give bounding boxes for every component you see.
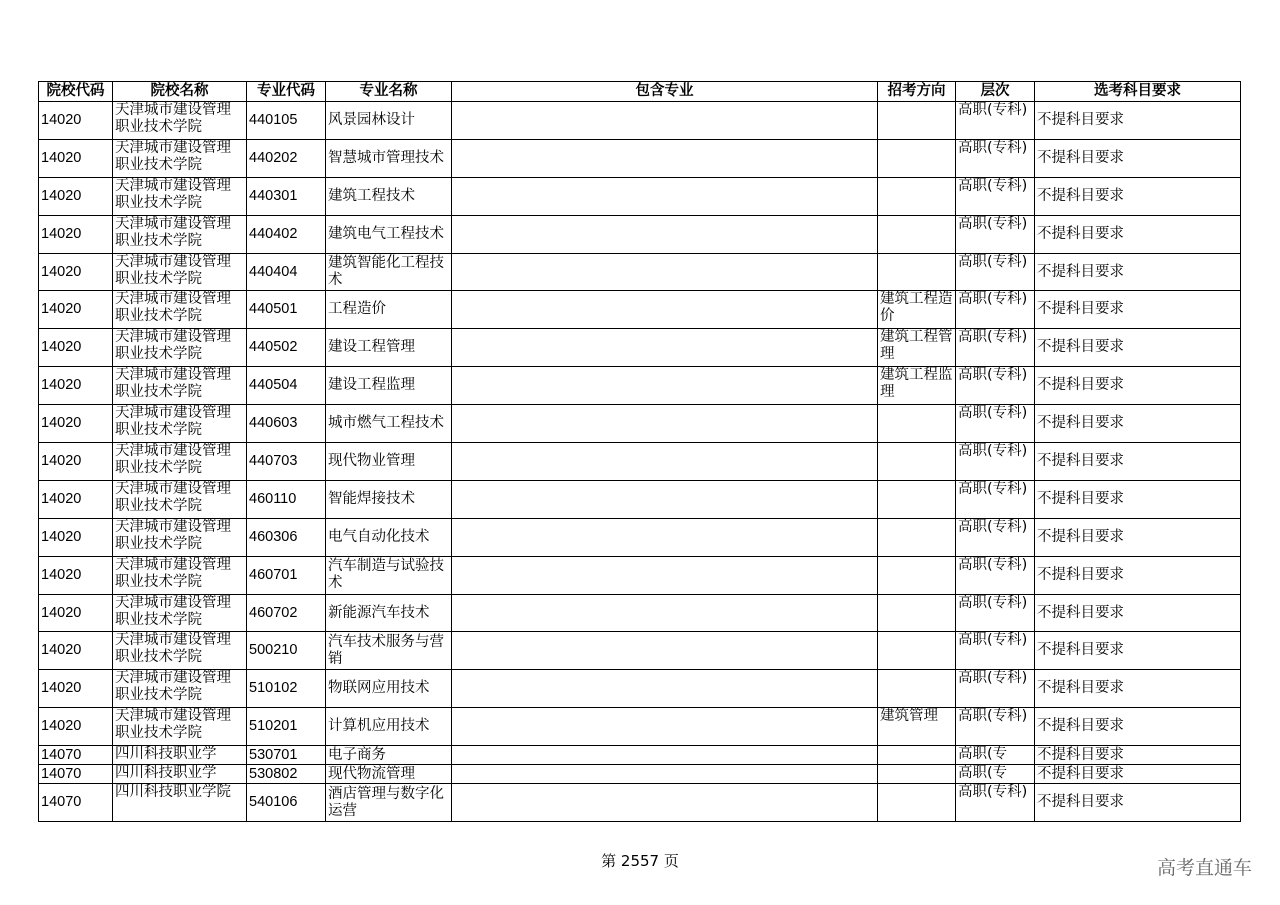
subject-requirement-cell: 不提科目要求 (1035, 480, 1241, 518)
school-name-cell: 天津城市建设管理职业技术学院 (113, 708, 247, 746)
table-row (39, 139, 1241, 177)
level-cell: 高职(专科) (956, 594, 1035, 632)
table-row (39, 291, 1241, 329)
school-code-cell: 14070 (39, 765, 113, 784)
direction-cell: 建筑工程造价 (878, 291, 956, 329)
included-majors-cell (452, 670, 878, 708)
school-code-cell: 14020 (39, 518, 113, 556)
level-cell: 高职(专科) (956, 177, 1035, 215)
major-code-cell: 510102 (247, 670, 326, 708)
table-row (39, 253, 1241, 291)
school-name-cell: 天津城市建设管理职业技术学院 (113, 518, 247, 556)
school-code-cell: 14020 (39, 405, 113, 443)
school-name-cell: 天津城市建设管理职业技术学院 (113, 556, 247, 594)
school-name-cell: 天津城市建设管理职业技术学院 (113, 480, 247, 518)
major-name-cell: 智慧城市管理技术 (326, 139, 452, 177)
school-code-cell: 14020 (39, 253, 113, 291)
school-code-cell: 14020 (39, 594, 113, 632)
major-name-cell: 智能焊接技术 (326, 480, 452, 518)
direction-cell (878, 480, 956, 518)
school-name-cell: 天津城市建设管理职业技术学院 (113, 102, 247, 140)
school-code-cell: 14020 (39, 632, 113, 670)
level-cell: 高职(专科) (956, 556, 1035, 594)
school-code-cell: 14070 (39, 746, 113, 765)
school-name-cell: 天津城市建设管理职业技术学院 (113, 291, 247, 329)
major-name-cell: 建筑电气工程技术 (326, 215, 452, 253)
direction-cell: 建筑工程管理 (878, 329, 956, 367)
level-cell: 高职(专科) (956, 708, 1035, 746)
major-name-cell: 电气自动化技术 (326, 518, 452, 556)
included-majors-cell (452, 443, 878, 481)
direction-cell (878, 784, 956, 822)
direction-cell (878, 632, 956, 670)
page-number: 第 2557 页 (601, 852, 679, 870)
table-row (39, 556, 1241, 594)
major-name-cell: 酒店管理与数字化运营 (326, 784, 452, 822)
header-direction: 招考方向 (878, 82, 956, 102)
included-majors-cell (452, 765, 878, 784)
direction-cell (878, 765, 956, 784)
major-code-cell: 460701 (247, 556, 326, 594)
subject-requirement-cell: 不提科目要求 (1035, 329, 1241, 367)
major-code-cell: 530802 (247, 765, 326, 784)
subject-requirement-cell: 不提科目要求 (1035, 746, 1241, 765)
school-name-cell: 天津城市建设管理职业技术学院 (113, 367, 247, 405)
direction-cell (878, 443, 956, 481)
school-name-cell: 天津城市建设管理职业技术学院 (113, 632, 247, 670)
major-code-cell: 440402 (247, 215, 326, 253)
school-code-cell: 14020 (39, 443, 113, 481)
level-cell: 高职(专科) (956, 253, 1035, 291)
major-code-cell: 440603 (247, 405, 326, 443)
subject-requirement-cell: 不提科目要求 (1035, 102, 1241, 140)
major-name-cell: 新能源汽车技术 (326, 594, 452, 632)
school-name-cell: 四川科技职业学 (113, 746, 247, 765)
included-majors-cell (452, 177, 878, 215)
direction-cell: 建筑工程监理 (878, 367, 956, 405)
direction-cell (878, 405, 956, 443)
level-cell: 高职(专科) (956, 443, 1035, 481)
direction-cell (878, 102, 956, 140)
header-level: 层次 (956, 82, 1035, 102)
level-cell: 高职(专科) (956, 480, 1035, 518)
major-code-cell: 440404 (247, 253, 326, 291)
watermark: 高考直通车 (1156, 857, 1252, 879)
subject-requirement-cell: 不提科目要求 (1035, 708, 1241, 746)
table-row (39, 746, 1241, 765)
school-code-cell: 14020 (39, 102, 113, 140)
major-name-cell: 风景园林设计 (326, 102, 452, 140)
school-code-cell: 14070 (39, 784, 113, 822)
level-cell: 高职(专科) (956, 329, 1035, 367)
table-row (39, 329, 1241, 367)
school-code-cell: 14020 (39, 139, 113, 177)
level-cell: 高职(专科) (956, 632, 1035, 670)
direction-cell (878, 253, 956, 291)
header-included-majors: 包含专业 (452, 82, 878, 102)
level-cell: 高职(专科) (956, 405, 1035, 443)
school-code-cell: 14020 (39, 177, 113, 215)
header-subject-requirement: 选考科目要求 (1035, 82, 1241, 102)
major-name-cell: 建设工程管理 (326, 329, 452, 367)
table-header-row (39, 82, 1241, 102)
direction-cell (878, 670, 956, 708)
school-name-cell: 天津城市建设管理职业技术学院 (113, 177, 247, 215)
school-name-cell: 天津城市建设管理职业技术学院 (113, 329, 247, 367)
included-majors-cell (452, 139, 878, 177)
school-name-cell: 天津城市建设管理职业技术学院 (113, 215, 247, 253)
subject-requirement-cell: 不提科目要求 (1035, 765, 1241, 784)
major-name-cell: 城市燃气工程技术 (326, 405, 452, 443)
level-cell: 高职(专科) (956, 215, 1035, 253)
major-code-cell: 460110 (247, 480, 326, 518)
major-name-cell: 计算机应用技术 (326, 708, 452, 746)
included-majors-cell (452, 480, 878, 518)
major-code-cell: 530701 (247, 746, 326, 765)
direction-cell: 建筑管理 (878, 708, 956, 746)
major-name-cell: 汽车技术服务与营销 (326, 632, 452, 670)
included-majors-cell (452, 632, 878, 670)
major-code-cell: 460702 (247, 594, 326, 632)
table-row (39, 632, 1241, 670)
subject-requirement-cell: 不提科目要求 (1035, 367, 1241, 405)
school-name-cell: 天津城市建设管理职业技术学院 (113, 139, 247, 177)
subject-requirement-cell: 不提科目要求 (1035, 215, 1241, 253)
table-row (39, 784, 1241, 822)
included-majors-cell (452, 102, 878, 140)
school-name-cell: 天津城市建设管理职业技术学院 (113, 405, 247, 443)
school-code-cell: 14020 (39, 329, 113, 367)
level-cell: 高职(专科) (956, 367, 1035, 405)
direction-cell (878, 215, 956, 253)
direction-cell (878, 139, 956, 177)
table-row (39, 594, 1241, 632)
included-majors-cell (452, 291, 878, 329)
table-row (39, 215, 1241, 253)
major-code-cell: 440301 (247, 177, 326, 215)
direction-cell (878, 746, 956, 765)
included-majors-cell (452, 518, 878, 556)
direction-cell (878, 556, 956, 594)
direction-cell (878, 177, 956, 215)
subject-requirement-cell: 不提科目要求 (1035, 518, 1241, 556)
level-cell: 高职(专科) (956, 784, 1035, 822)
school-code-cell: 14020 (39, 215, 113, 253)
included-majors-cell (452, 594, 878, 632)
level-cell: 高职(专科) (956, 291, 1035, 329)
subject-requirement-cell: 不提科目要求 (1035, 443, 1241, 481)
school-name-cell: 天津城市建设管理职业技术学院 (113, 443, 247, 481)
major-code-cell: 440502 (247, 329, 326, 367)
subject-requirement-cell: 不提科目要求 (1035, 291, 1241, 329)
major-code-cell: 440703 (247, 443, 326, 481)
table-row (39, 670, 1241, 708)
major-code-cell: 540106 (247, 784, 326, 822)
subject-requirement-cell: 不提科目要求 (1035, 594, 1241, 632)
major-name-cell: 建筑工程技术 (326, 177, 452, 215)
level-cell: 高职(专科) (956, 139, 1035, 177)
school-code-cell: 14020 (39, 708, 113, 746)
school-code-cell: 14020 (39, 291, 113, 329)
table-row (39, 367, 1241, 405)
subject-requirement-cell: 不提科目要求 (1035, 784, 1241, 822)
school-name-cell: 四川科技职业学院 (113, 784, 247, 822)
major-name-cell: 现代物流管理 (326, 765, 452, 784)
table-row (39, 708, 1241, 746)
included-majors-cell (452, 367, 878, 405)
major-name-cell: 汽车制造与试验技术 (326, 556, 452, 594)
school-code-cell: 14020 (39, 556, 113, 594)
table-row (39, 765, 1241, 784)
major-code-cell: 440105 (247, 102, 326, 140)
included-majors-cell (452, 556, 878, 594)
header-major-code: 专业代码 (247, 82, 326, 102)
major-code-cell: 440504 (247, 367, 326, 405)
header-school-code: 院校代码 (39, 82, 113, 102)
major-name-cell: 工程造价 (326, 291, 452, 329)
table-row (39, 177, 1241, 215)
major-name-cell: 建筑智能化工程技术 (326, 253, 452, 291)
subject-requirement-cell: 不提科目要求 (1035, 139, 1241, 177)
table-row (39, 518, 1241, 556)
direction-cell (878, 518, 956, 556)
school-code-cell: 14020 (39, 367, 113, 405)
major-code-cell: 440202 (247, 139, 326, 177)
school-code-cell: 14020 (39, 480, 113, 518)
major-code-cell: 460306 (247, 518, 326, 556)
table-row (39, 102, 1241, 140)
subject-requirement-cell: 不提科目要求 (1035, 253, 1241, 291)
included-majors-cell (452, 405, 878, 443)
major-name-cell: 现代物业管理 (326, 443, 452, 481)
subject-requirement-cell: 不提科目要求 (1035, 177, 1241, 215)
subject-requirement-cell: 不提科目要求 (1035, 632, 1241, 670)
admissions-table (38, 81, 1241, 822)
school-name-cell: 天津城市建设管理职业技术学院 (113, 253, 247, 291)
subject-requirement-cell: 不提科目要求 (1035, 670, 1241, 708)
included-majors-cell (452, 253, 878, 291)
level-cell: 高职(专科) (956, 518, 1035, 556)
major-code-cell: 510201 (247, 708, 326, 746)
included-majors-cell (452, 784, 878, 822)
major-code-cell: 500210 (247, 632, 326, 670)
major-name-cell: 电子商务 (326, 746, 452, 765)
header-major-name: 专业名称 (326, 82, 452, 102)
subject-requirement-cell: 不提科目要求 (1035, 556, 1241, 594)
level-cell: 高职(专 (956, 746, 1035, 765)
subject-requirement-cell: 不提科目要求 (1035, 405, 1241, 443)
level-cell: 高职(专 (956, 765, 1035, 784)
table-row (39, 480, 1241, 518)
included-majors-cell (452, 329, 878, 367)
header-school-name: 院校名称 (113, 82, 247, 102)
included-majors-cell (452, 215, 878, 253)
table-body (39, 102, 1241, 822)
school-code-cell: 14020 (39, 670, 113, 708)
school-name-cell: 四川科技职业学 (113, 765, 247, 784)
level-cell: 高职(专科) (956, 102, 1035, 140)
direction-cell (878, 594, 956, 632)
major-name-cell: 建设工程监理 (326, 367, 452, 405)
school-name-cell: 天津城市建设管理职业技术学院 (113, 670, 247, 708)
table-row (39, 405, 1241, 443)
level-cell: 高职(专科) (956, 670, 1035, 708)
major-name-cell: 物联网应用技术 (326, 670, 452, 708)
included-majors-cell (452, 708, 878, 746)
included-majors-cell (452, 746, 878, 765)
table-row (39, 443, 1241, 481)
school-name-cell: 天津城市建设管理职业技术学院 (113, 594, 247, 632)
major-code-cell: 440501 (247, 291, 326, 329)
